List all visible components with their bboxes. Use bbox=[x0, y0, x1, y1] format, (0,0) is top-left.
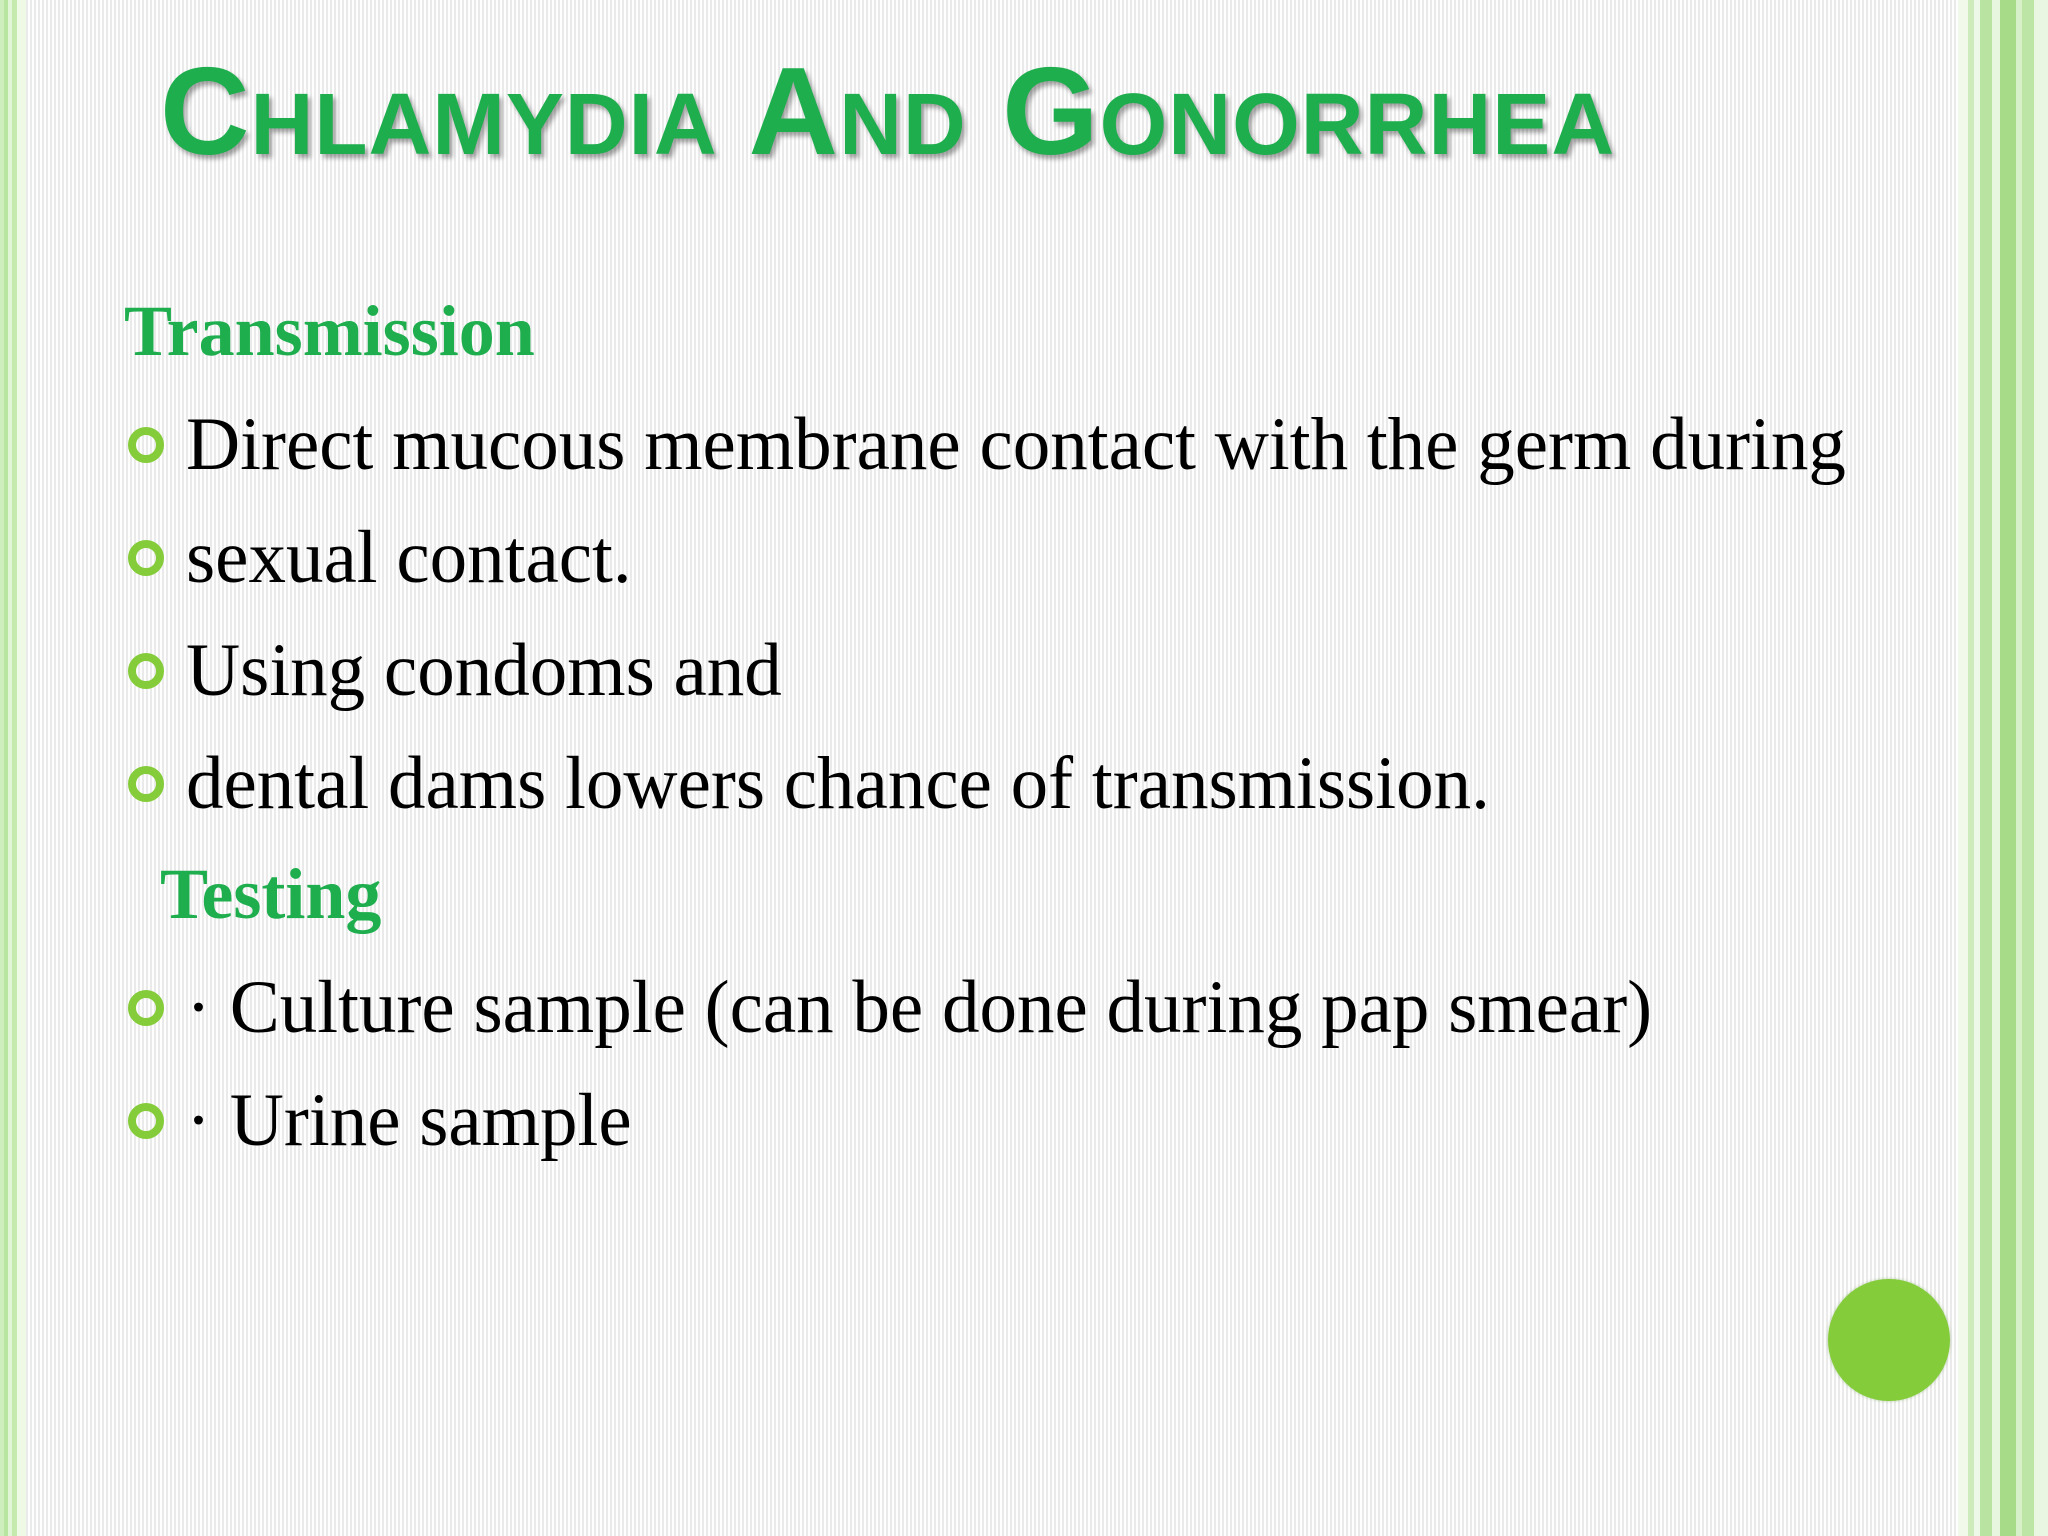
bullet-text: · Culture sample (can be done during pap smear) bbox=[186, 966, 1653, 1049]
bullet-text: · Urine sample bbox=[186, 1079, 632, 1162]
hollow-circle-bullet-icon bbox=[128, 653, 164, 689]
left-border-stripes bbox=[0, 0, 26, 1536]
bullet-text: Direct mucous membrane contact with the germ during bbox=[186, 403, 1846, 486]
list-item bbox=[128, 513, 632, 603]
hollow-circle-bullet-icon bbox=[128, 540, 164, 576]
list-item bbox=[128, 400, 1846, 490]
list-item bbox=[128, 739, 1490, 829]
section-heading-testing: Testing bbox=[160, 854, 382, 934]
hollow-circle-bullet-icon bbox=[128, 766, 164, 802]
bullet-text: dental dams lowers chance of transmission. bbox=[186, 742, 1490, 825]
list-item bbox=[128, 963, 1652, 1053]
slide-title: Chlamydia And Gonorrhea bbox=[160, 43, 1616, 181]
section-heading-transmission: Transmission bbox=[124, 291, 535, 371]
list-item bbox=[128, 1076, 632, 1166]
hollow-circle-bullet-icon bbox=[128, 427, 164, 463]
right-border-stripes bbox=[1958, 0, 2048, 1536]
bullet-text: Using condoms and bbox=[186, 629, 782, 712]
list-item bbox=[128, 626, 782, 716]
hollow-circle-bullet-icon bbox=[128, 1103, 164, 1139]
hollow-circle-bullet-icon bbox=[128, 990, 164, 1026]
decorative-green-circle bbox=[1828, 1279, 1950, 1401]
bullet-text: sexual contact. bbox=[186, 516, 632, 599]
